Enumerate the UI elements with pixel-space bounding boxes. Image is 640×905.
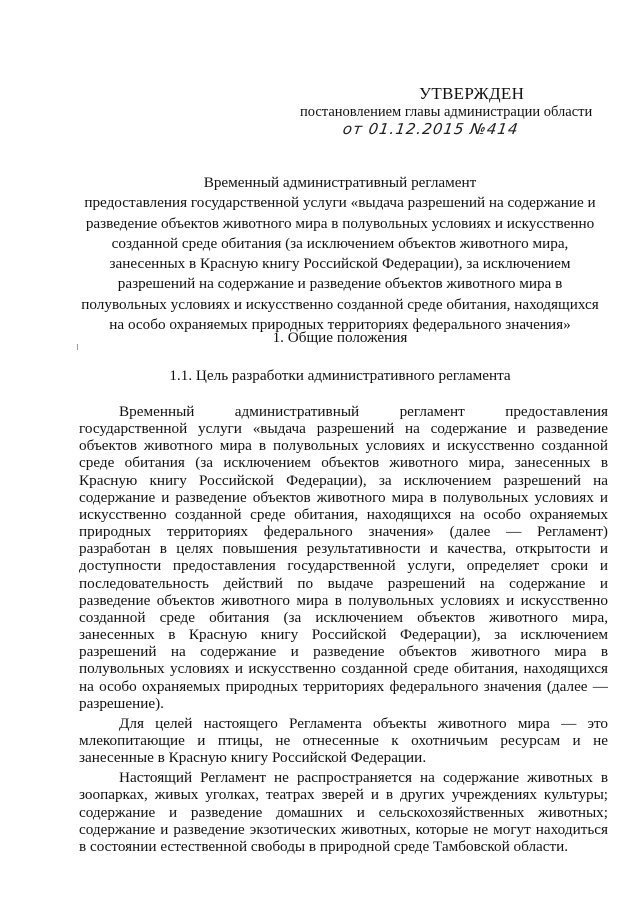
title-line: созданной среде обитания (за исключением объектов животного мира, — [111, 234, 569, 252]
title-line: на особо охраняемых природных территориях федерального значения» — [109, 316, 571, 334]
body-text — [79, 403, 608, 855]
handwritten-date-number: от 01.12.2015 №414 — [341, 120, 520, 138]
title-line: занесенных в Красную книгу Российской Федерации), за исключением — [109, 255, 571, 273]
paragraph: Настоящий Регламент не распространяется на содержание животных в зоопарках, живых уголках, театрах зверей и в других учреждениях культуры; содержание и разведение домашних и сельскохозяйственных животных; содержание и разведение экзотических животных, которые не могут находиться в состоянии естественной свободы в природной среде Тамбовской области. — [79, 769, 608, 855]
title-line: полувольных условиях и искусственно созданной среде обитания, находящихся — [81, 295, 599, 313]
section-heading-general: 1. Общие положения — [272, 329, 408, 346]
paragraph: Для целей настоящего Регламента объекты животного мира — это млекопитающие и птицы, не отнесенные к охотничьим ресурсам и не занесенные в Красную книгу Российской Федерации. — [79, 714, 608, 767]
title-line: разрешений на содержание и разведение объектов животного мира в — [117, 275, 563, 293]
title-line: Временный административный регламент — [203, 174, 477, 191]
subsection-heading-purpose: 1.1. Цель разработки административного регламента — [169, 367, 511, 384]
title-line: предоставления государственной услуги «выдача разрешений на содержание и — [84, 194, 596, 212]
paragraph: Временный административный регламент предоставления государственной услуги «выдача разрешений на содержание и разведение объектов животного мира в полувольных условиях и искусственно созданной среде обитания (за исключением объектов животного мира, занесенных в Красную книгу Российской Федерации), за исключением разрешений на содержание и разведение объектов животного мира в полувольных условиях и искусственно созданной среде обитания, находящихся на особо охраняемых природных территориях федерального значения» (далее — Регламент) разработан в целях повышения результативности и качества, открытости и доступности предоставления государственной услуги, определяет сроки и последовательность действий по выдаче разрешений на содержание и разведение объектов животного мира в полувольных условиях и искусственно созданной среде обитания (за исключением объектов животного мира, занесенных в Красную книгу Российской Федерации), за исключением разрешений на содержание и разведение объектов животного мира в полувольных условиях и искусственно созданной среде обитания, находящихся на особо охраняемых природных территориях федерального значения (далее — разрешение). — [79, 403, 608, 712]
approval-stamp-title: УТВЕРЖДЕН — [419, 84, 525, 103]
decree-line: постановлением главы администрации области — [300, 104, 593, 120]
title-line: разведение объектов животного мира в полувольных условиях и искусственно — [85, 214, 595, 232]
document-title — [70, 173, 610, 335]
